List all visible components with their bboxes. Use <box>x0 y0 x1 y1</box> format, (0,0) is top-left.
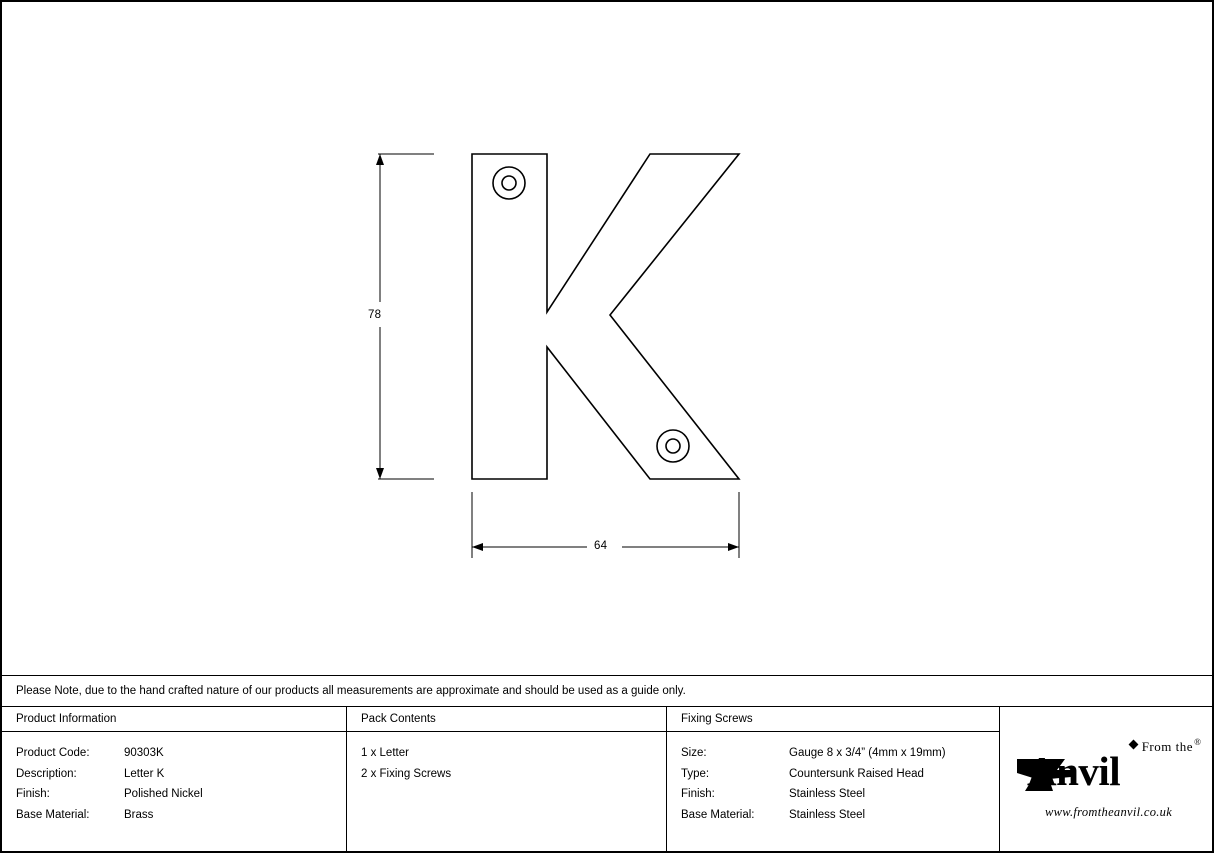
registered-trademark-icon: ® <box>1194 737 1201 747</box>
product-code-value: 90303K <box>124 747 164 759</box>
screw-hole-lower <box>657 430 689 462</box>
height-dimension <box>376 154 434 479</box>
screw-finish-key: Finish: <box>681 788 715 801</box>
screw-type-value: Countersunk Raised Head <box>789 767 924 780</box>
measurement-note-bar <box>2 675 1212 707</box>
table-row <box>16 784 346 805</box>
pack-contents-body <box>347 732 666 784</box>
description-key: Description: <box>16 767 77 780</box>
logo-from-the-text: From the <box>1141 739 1193 754</box>
fixing-screws-header: Fixing Screws <box>667 707 999 732</box>
logo-website-url: www.fromtheanvil.co.uk <box>1045 805 1173 819</box>
pack-contents-header: Pack Contents <box>347 707 666 732</box>
product-information-column <box>2 707 347 851</box>
pack-contents-column <box>347 707 667 851</box>
from-the-anvil-logo <box>1000 707 1212 851</box>
screw-finish-value: Stainless Steel <box>789 788 866 801</box>
width-dimension-label: 64 <box>594 540 608 552</box>
height-dimension-label: 78 <box>368 309 382 321</box>
screw-type-key: Type: <box>681 767 710 780</box>
logo-brand-text: Anvil <box>1027 748 1121 794</box>
measurement-note-text: Please Note, due to the hand crafted nature of our products all measurements are approximate and should be used as a guide only. <box>16 685 686 697</box>
screw-hole-upper <box>493 167 525 199</box>
finish-key: Finish: <box>16 788 50 801</box>
screw-base-material-key: Base Material: <box>681 809 755 822</box>
brand-logo-column <box>1000 707 1212 851</box>
table-row <box>681 784 999 805</box>
product-information-body <box>2 732 346 826</box>
diamond-icon <box>1129 740 1139 750</box>
fixing-screws-column <box>667 707 1000 851</box>
table-row <box>681 805 999 826</box>
letter-k-technical-drawing <box>2 2 1212 675</box>
fixing-screws-body <box>667 732 999 826</box>
description-value: Letter K <box>124 767 165 780</box>
screw-base-material-value: Stainless Steel <box>789 809 866 822</box>
drawing-area <box>2 2 1212 675</box>
table-row <box>681 743 999 764</box>
table-row <box>16 764 346 785</box>
product-code-key: Product Code: <box>16 747 90 759</box>
table-row <box>681 764 999 785</box>
table-row <box>16 805 346 826</box>
screw-size-value: Gauge 8 x 3/4” (4mm x 19mm) <box>789 747 946 759</box>
specification-table <box>2 707 1212 851</box>
list-item: 1 x Letter <box>361 747 409 759</box>
screw-size-key: Size: <box>681 747 707 759</box>
product-information-header: Product Information <box>2 707 346 732</box>
list-item: 2 x Fixing Screws <box>361 767 452 780</box>
table-row <box>16 743 346 764</box>
base-material-key: Base Material: <box>16 809 90 822</box>
finish-value: Polished Nickel <box>124 788 203 801</box>
letter-k-outline <box>472 154 739 479</box>
base-material-value: Brass <box>124 809 154 822</box>
